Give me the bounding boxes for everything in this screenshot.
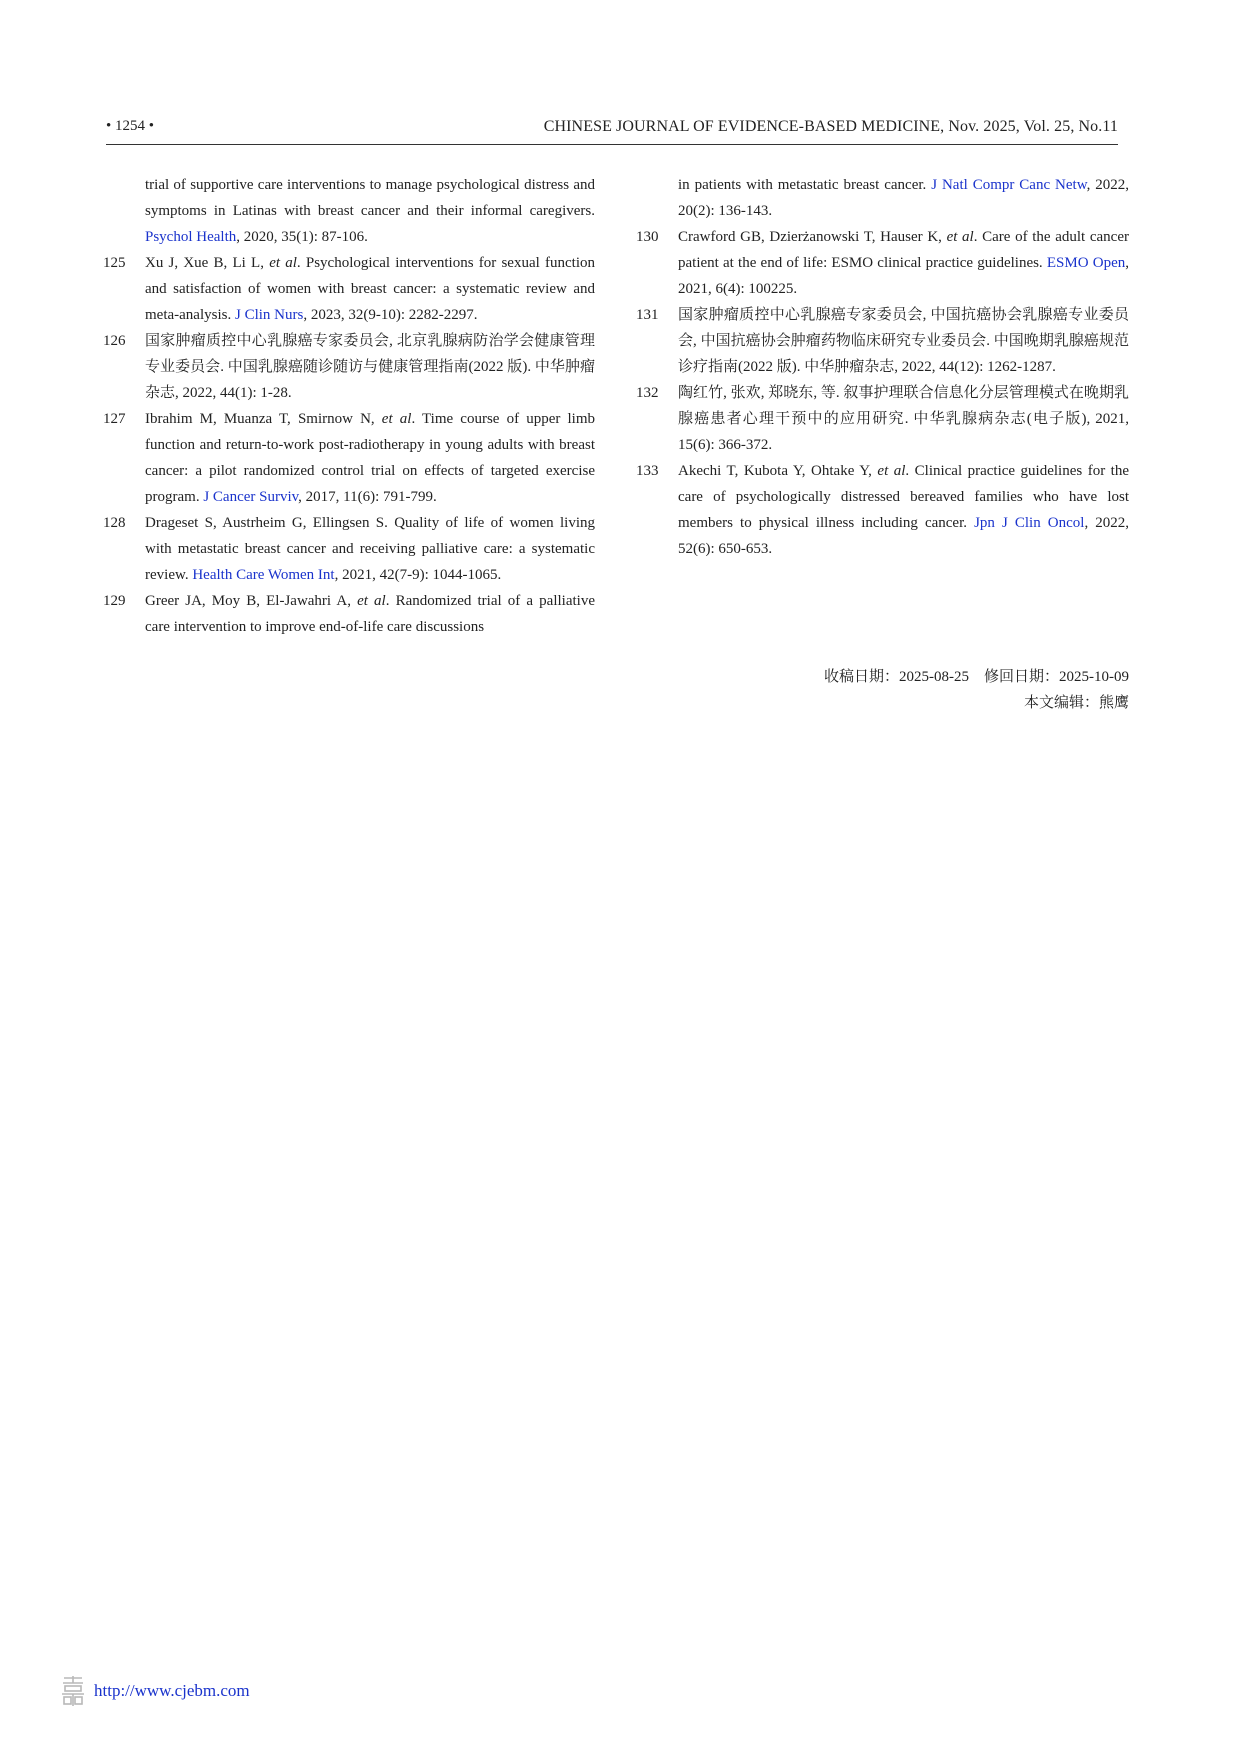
reference-text: [145, 510, 595, 588]
reference-citation-details: , 2021, 6(4): 100225.: [678, 255, 1129, 297]
reference-text: [145, 172, 595, 250]
reference-title-text: . Psychological interventions for sexual function and satisfaction of women with breast cancer: a systematic review and meta-analysis.: [145, 255, 595, 323]
reference-text: [145, 250, 595, 328]
reference-title-text: . Randomized trial of a palliative care intervention to improve end-of-life care discussions: [145, 593, 595, 635]
reference-number: 126: [103, 333, 126, 349]
journal-link[interactable]: Jpn J Clin Oncol: [974, 515, 1085, 531]
right-column: [636, 172, 1129, 562]
reference-item: [103, 172, 595, 250]
reference-number: 133: [636, 463, 659, 479]
et-al-text: et al: [269, 255, 297, 271]
reference-item: [103, 510, 595, 588]
reference-text: [678, 380, 1129, 458]
reference-title-text: . Clinical practice guidelines for the care of psychologically distressed bereaved families who have lost members to physical illness including cancer.: [678, 463, 1129, 531]
reference-text-lead: in patients with metastatic breast cancer.: [678, 177, 932, 193]
reference-item: [103, 406, 595, 510]
reference-item: [636, 302, 1129, 380]
et-al-text: et al: [357, 593, 386, 609]
reference-item: [636, 458, 1129, 562]
article-dates: [824, 664, 1129, 716]
journal-link[interactable]: J Natl Compr Canc Netw: [931, 177, 1087, 193]
page-footer: [60, 1675, 250, 1707]
journal-website-link[interactable]: http://www.cjebm.com: [94, 1681, 250, 1700]
reference-citation-details: , 2022, 20(2): 136-143.: [678, 177, 1130, 219]
reference-text-lead: 陶红竹, 张欢, 郑晓东, 等. 叙事护理联合信息化分层管理模式在晚期乳腺癌患者心理干预中的应用研究. 中华乳腺病杂志(电子版), 2021, 15(6): 366-372.: [678, 385, 1129, 453]
page-header: [106, 118, 1118, 145]
reference-item: [103, 588, 595, 640]
reference-text-lead: 国家肿瘤质控中心乳腺癌专家委员会, 北京乳腺病防治学会健康管理专业委员会. 中国乳腺癌随诊随访与健康管理指南(2022 版). 中华肿瘤杂志, 2022, 44(1): 1-28.: [145, 333, 595, 401]
reference-text: [678, 224, 1129, 302]
reference-citation-details: , 2023, 32(9-10): 2282-2297.: [303, 307, 478, 323]
reference-text: [145, 588, 595, 640]
reference-item: [636, 224, 1129, 302]
reference-citation-details: , 2022, 52(6): 650-653.: [678, 515, 1129, 557]
journal-link[interactable]: ESMO Open: [1046, 255, 1126, 271]
received-revised-dates: 收稿日期：2025-08-25 修回日期：2025-10-09: [824, 669, 1129, 685]
reference-citation-details: , 2020, 35(1): 87-106.: [236, 229, 368, 245]
reference-text: [678, 172, 1129, 224]
reference-text: [678, 458, 1129, 562]
reference-text: [678, 302, 1129, 380]
reference-item: [103, 328, 595, 406]
reference-number: 130: [636, 229, 659, 245]
reference-item: [636, 380, 1129, 458]
reference-text-lead: Akechi T, Kubota Y, Ohtake Y,: [678, 463, 878, 479]
page-number: • 1254 •: [106, 118, 155, 134]
journal-title: CHINESE JOURNAL OF EVIDENCE-BASED MEDICINE, Nov. 2025, Vol. 25, No.11: [543, 118, 1118, 135]
journal-link[interactable]: Psychol Health: [145, 229, 237, 245]
reference-number: 129: [103, 593, 126, 609]
editor-credit: 本文编辑：熊鹰: [1023, 695, 1129, 711]
reference-number: 132: [636, 385, 659, 401]
journal-link[interactable]: Health Care Women Int: [192, 567, 335, 583]
reference-text-lead: trial of supportive care interventions to manage psychological distress and symptoms in Latinas with breast cancer and their informal caregivers.: [145, 177, 595, 219]
reference-item: [103, 250, 595, 328]
reference-title-text: . Care of the adult cancer patient at the end of life: ESMO clinical practice guidelines.: [678, 229, 1129, 271]
reference-text-lead: 国家肿瘤质控中心乳腺癌专家委员会, 中国抗癌协会乳腺癌专业委员会, 中国抗癌协会肿瘤药物临床研究专业委员会. 中国晚期乳腺癌规范诊疗指南(2022 版). 中华肿瘤杂志, 2022, 44(12): 1262-1287.: [678, 307, 1129, 375]
reference-number: 127: [103, 411, 126, 427]
reference-title-text: . Time course of upper limb function and return-to-work post-radiotherapy in young adults with breast cancer: a pilot randomized control trial on effects of targeted exercise program.: [145, 411, 596, 505]
left-column: [103, 172, 595, 640]
journal-logo-icon: [60, 1675, 86, 1707]
reference-text-lead: Crawford GB, Dzierżanowski T, Hauser K,: [678, 229, 947, 245]
reference-citation-details: , 2017, 11(6): 791-799.: [298, 489, 437, 505]
reference-number: 131: [636, 307, 659, 323]
et-al-text: et al: [946, 229, 974, 245]
reference-text-lead: Drageset S, Austrheim G, Ellingsen S. Quality of life of women living with metastatic breast cancer and receiving palliative care: a systematic review.: [145, 515, 595, 583]
reference-text: [145, 328, 595, 406]
reference-item: [636, 172, 1129, 224]
reference-number: 128: [103, 515, 126, 531]
reference-text-lead: Greer JA, Moy B, El-Jawahri A,: [145, 593, 358, 609]
journal-link[interactable]: J Clin Nurs: [234, 307, 304, 323]
journal-link[interactable]: J Cancer Surviv: [203, 489, 299, 505]
et-al-text: et al: [877, 463, 906, 479]
reference-citation-details: , 2021, 42(7-9): 1044-1065.: [334, 567, 502, 583]
et-al-text: et al: [381, 411, 412, 427]
reference-text-lead: Ibrahim M, Muanza T, Smirnow N,: [145, 411, 382, 427]
reference-text-lead: Xu J, Xue B, Li L,: [145, 255, 270, 271]
reference-number: 125: [103, 255, 126, 271]
reference-text: [145, 406, 595, 510]
